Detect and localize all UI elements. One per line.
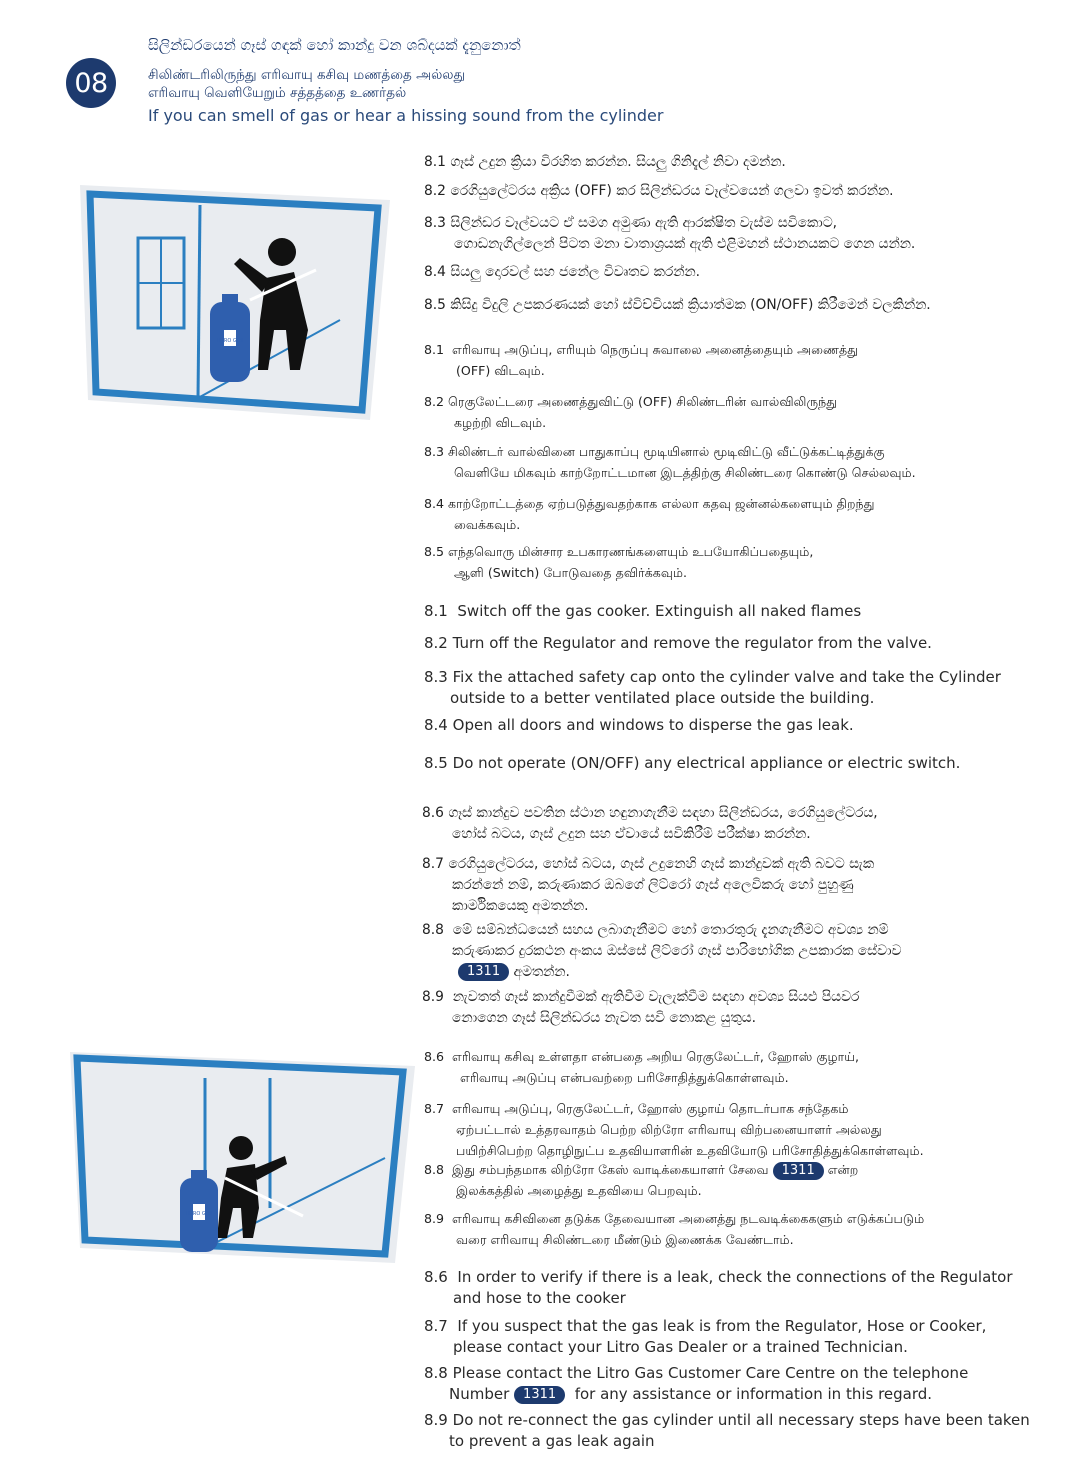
b1-si-8-4: 8.4 සියලු දොරවල් සහ ජනේල විවෘතව කරන්න. — [424, 264, 701, 280]
illustration-person-opening-window — [70, 180, 400, 425]
b1-en-8-5: 8.5 Do not operate (ON/OFF) any electrical appliance or electric switch. — [424, 754, 961, 772]
b2-en-8-7: 8.7 If you suspect that the gas leak is from the Regulator, Hose or Cooker, please contact your Litro Gas Dealer or a trained Technician. — [424, 1317, 987, 1356]
b1-ta-8-5: 8.5 எந்தவொரு மின்சார உபகாரணங்களையும் உபயோகிப்பதையும், ஆளி (Switch) போடுவதை தவிர்க்கவும். — [424, 544, 814, 580]
b2-si-8-6: 8.6 ගෑස් කාන්දුව පවතින ස්ථාන හඳුනාගැනීම සඳහා සිලින්ඩරය, රෙගියුලේටරය, හෝස් බටය, ගෑස් උදුන සහ ඒවායේ සවිකිරීම් පරීක්ෂා කරන්න. — [422, 805, 878, 842]
b1-en-8-3: 8.3 Fix the attached safety cap onto the cylinder valve and take the Cylinder outside to a better ventilated place outside the building. — [424, 668, 1001, 707]
illustration-person-checking-hose — [65, 1048, 420, 1266]
b2-si-8-8: 8.8 මේ සම්බන්ධයෙන් සහය ලබාගැනීමට හෝ තොරතුරු දැනගැනීමට අවශ්‍ය නම් කරුණාකර දුරකථන අංකය ඔස්සේ ලිට්රෝ ගෑස් පාරිභෝගික උපකාරක සේවාව 1311 අමතන්න. — [422, 922, 902, 980]
b2-en-8-8: 8.8 Please contact the Litro Gas Customer Care Centre on the telephone Number 1311 for any assistance or information in this regard. — [424, 1364, 969, 1403]
header-tamil — [148, 66, 465, 102]
b2-ta-8-6: 8.6 எரிவாயு கசிவு உள்ளதா என்பதை அறிய ரெகுலேட்டர், ஹோஸ் குழாய், எரிவாயு அடுப்பு என்பவற்றை பரிசோதித்துக்கொள்ளவும். — [424, 1049, 860, 1085]
b2-en-8-6: 8.6 In order to verify if there is a leak, check the connections of the Regulator and hose to the cooker — [424, 1268, 1013, 1307]
hotline-pill: 1311 — [514, 1386, 565, 1404]
b2-si-8-9: 8.9 නැවතත් ගෑස් කාන්දුවීමක් ඇතිවීම වැලැක්වීම සඳහා අවශ්‍ය සියළු පියවර නොගෙන ගෑස් සිලින්ඩරය නැවත සවි නොකළ යුතුය. — [422, 989, 860, 1026]
b1-ta-8-1: 8.1 எரிவாயு அடுப்பு, எரியும் நெருப்பு சுவாலை அனைத்தையும் அணைத்து (OFF) விடவும். — [424, 342, 859, 378]
b1-si-8-2: 8.2 රෙගියුලේටරය අක්‍රිය (OFF) කර සිලින්ඩරය වෑල්වයෙන් ගලවා ඉවත් කරන්න. — [424, 183, 894, 199]
b1-si-8-5: 8.5 කිසිදු විදුලි උපකරණයක් හෝ ස්විච්චියක් ක්‍රියාත්මක (ON/OFF) කිරීමෙන් වලකින්න. — [424, 297, 931, 313]
b1-ta-8-3: 8.3 சிலிண்டர் வால்வினை பாதுகாப்பு மூடியினால் மூடிவிட்டு வீட்டுக்கட்டித்துக்கு வெளியே மிகவும் காற்றோட்டமான இடத்திற்கு சிலிண்டரை கொண்டு செல்லவும். — [424, 444, 916, 480]
hotline-pill: 1311 — [458, 963, 509, 981]
b2-ta-8-7: 8.7 எரிவாயு அடுப்பு, ரெகுலேட்டர், ஹோஸ் குழாய் தொடர்பாக சந்தேகம் ஏற்பட்டால் உத்தரவாதம் பெற்ற லிற்ரோ எரிவாயு விற்பனையாளர் அல்லது பயிற்சிபெற்ற தொழிநுட்ப உதவியாளரின் உதவியோடு பரிசோதித்துக்கொள்ளவும். — [424, 1101, 924, 1158]
svg-text:LITRO GAS: LITRO GAS — [216, 338, 244, 344]
b1-en-8-1: 8.1 Switch off the gas cooker. Extinguish all naked flames — [424, 602, 862, 620]
header-tamil-line2: எரிவாயு வெளியேறும் சத்தத்தை உணர்தல் — [148, 85, 407, 101]
header-tamil-line1: சிலிண்டரிலிருந்து எரிவாயு கசிவு மணத்தை அல்லது — [148, 67, 466, 83]
b2-ta-8-8: 8.8 இது சம்பந்தமாக லிற்ரோ கேஸ் வாடிக்கையாளர் சேவை 1311 என்ற இலக்கத்தில் அழைத்து உதவியை பெறவும். — [424, 1162, 859, 1198]
gas-cylinder-icon — [210, 294, 250, 382]
b2-en-8-9: 8.9 Do not re-connect the gas cylinder until all necessary steps have been taken to prevent a gas leak again — [424, 1411, 1030, 1450]
hotline-pill: 1311 — [773, 1162, 824, 1180]
b1-ta-8-4: 8.4 காற்றோட்டத்தை ஏற்படுத்துவதற்காக எல்லா கதவு ஜன்னல்களையும் திறந்து வைக்கவும். — [424, 496, 875, 532]
header-english: If you can smell of gas or hear a hissing sound from the cylinder — [148, 106, 664, 125]
b1-si-8-3: 8.3 සිලින්ඩර වෑල්වයට ඒ සමග අමුණා ඇති ආරක්ෂිත වැස්ම සවිකොට, ගොඩනැගිල්ලෙන් පිටත මනා වාතාශ්‍රයක් ඇති එළිමහන් ස්ථානයකට ගෙන යන්න. — [424, 215, 916, 252]
b2-ta-8-9: 8.9 எரிவாயு கசிவினை தடுக்க தேவையான அனைத்து நடவடிக்கைகளும் எடுக்கப்படும் வரை எரிவாயு சிலிண்டரை மீண்டும் இணைக்க வேண்டாம். — [424, 1211, 925, 1247]
section-number-badge: 08 — [66, 58, 116, 108]
b1-ta-8-2: 8.2 ரெகுலேட்டரை அணைத்துவிட்டு (OFF) சிலிண்டரின் வால்விலிருந்து கழற்றி விடவும். — [424, 394, 838, 430]
b1-en-8-2: 8.2 Turn off the Regulator and remove the regulator from the valve. — [424, 634, 932, 652]
b1-en-8-4: 8.4 Open all doors and windows to disperse the gas leak. — [424, 716, 854, 734]
b2-si-8-7: 8.7 රෙගියුලේටරය, හෝස් බටය, ගෑස් උදුනෙහි ගෑස් කාන්දුවක් ඇති බවට සැක කරන්නේ නම්, කරුණාකර ඔබගේ ලිට්රෝ ගෑස් අලෙවිකරු හෝ පුහුණු කාර්මිකයෙකු අමතන්න. — [422, 856, 875, 914]
b1-si-8-1: 8.1 ගෑස් උදුන ක්‍රියා විරහිත කරන්න. සියලු ගිනිදැල් නිවා දමන්න. — [424, 154, 786, 170]
svg-text:LITRO GAS: LITRO GAS — [185, 1211, 213, 1217]
header-sinhala: සිලින්ඩරයෙන් ගෑස් ගඳක් හෝ කාන්දු වන ශබ්දයක් දැනුනොත් — [148, 36, 521, 54]
gas-cylinder-icon — [180, 1170, 218, 1252]
